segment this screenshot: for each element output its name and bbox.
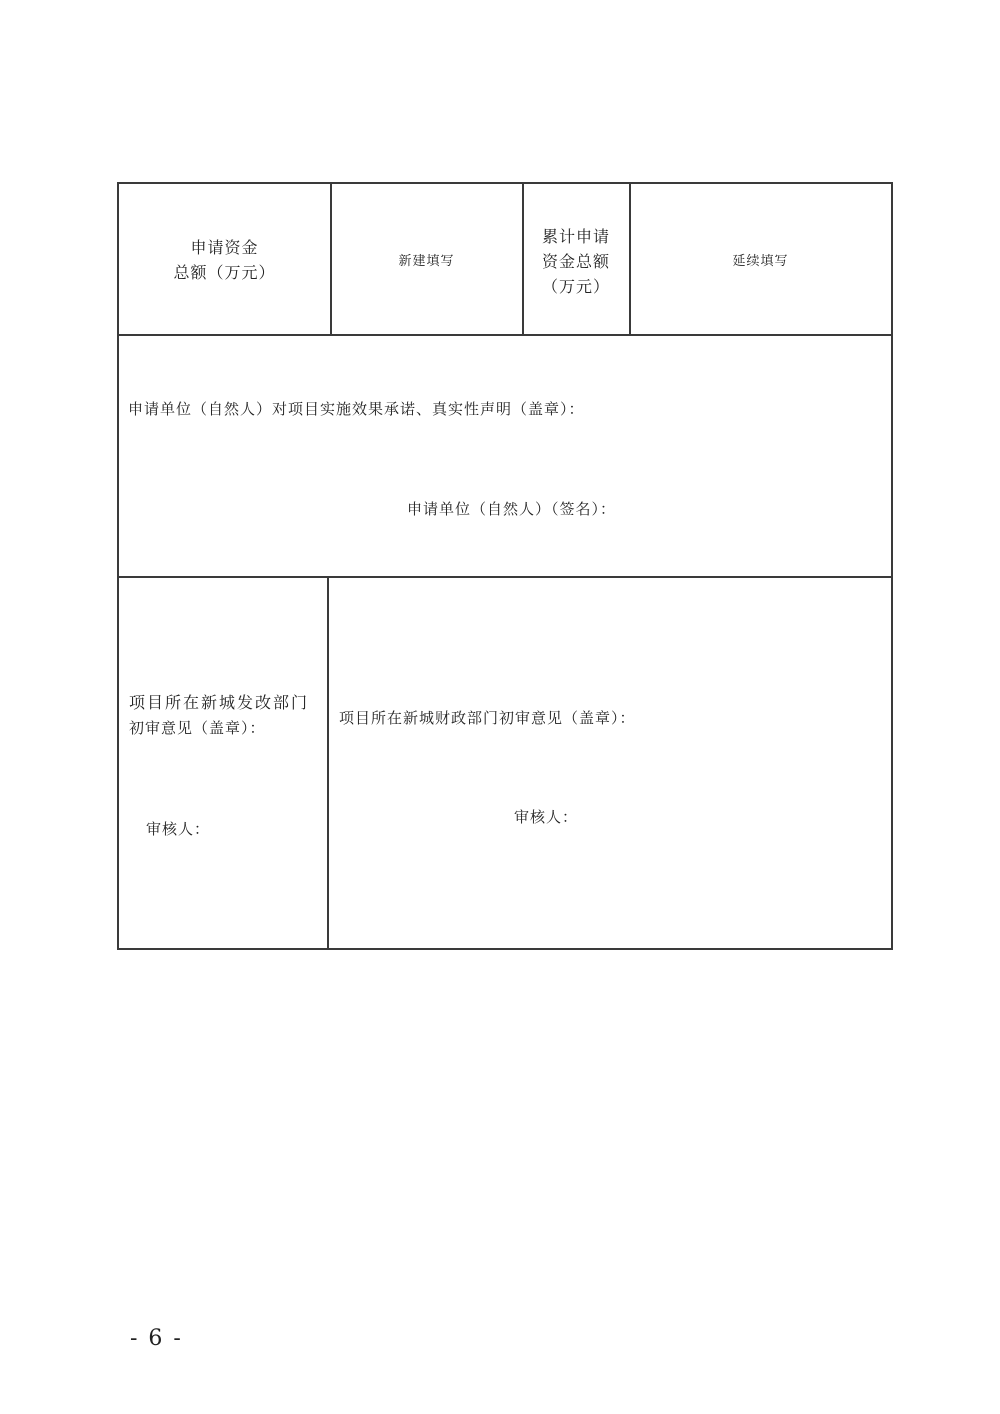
application-form-table — [117, 182, 893, 950]
finance-opinion: 项目所在新城财政部门初审意见（盖章）： — [339, 709, 636, 727]
commitment-statement: 申请单位（自然人）对项目实施效果承诺、真实性声明（盖章）： — [128, 400, 585, 418]
row-divider-2 — [119, 576, 891, 578]
new-fill-hint: 新建填写 — [398, 254, 455, 269]
applicant-signature-label: 申请单位（自然人）（签名）： — [407, 500, 617, 518]
continue-fill-hint: 延续填写 — [732, 254, 789, 269]
dev-reform-opinion-line1: 项目所在新城发改部门 — [129, 693, 310, 712]
cumulative-amount-label: 累计申请 资金总额 （万元） — [541, 227, 610, 296]
total-amount-label: 申请资金 总额（万元） — [173, 238, 276, 282]
col-divider-4 — [327, 576, 329, 948]
finance-reviewer-label: 审核人： — [514, 808, 579, 826]
dev-reform-reviewer-label: 审核人： — [146, 820, 211, 838]
page-number: - 6 - — [130, 1326, 183, 1351]
row-divider-1 — [119, 334, 891, 336]
dev-reform-opinion-line2: 初审意见（盖章）： — [129, 719, 266, 737]
